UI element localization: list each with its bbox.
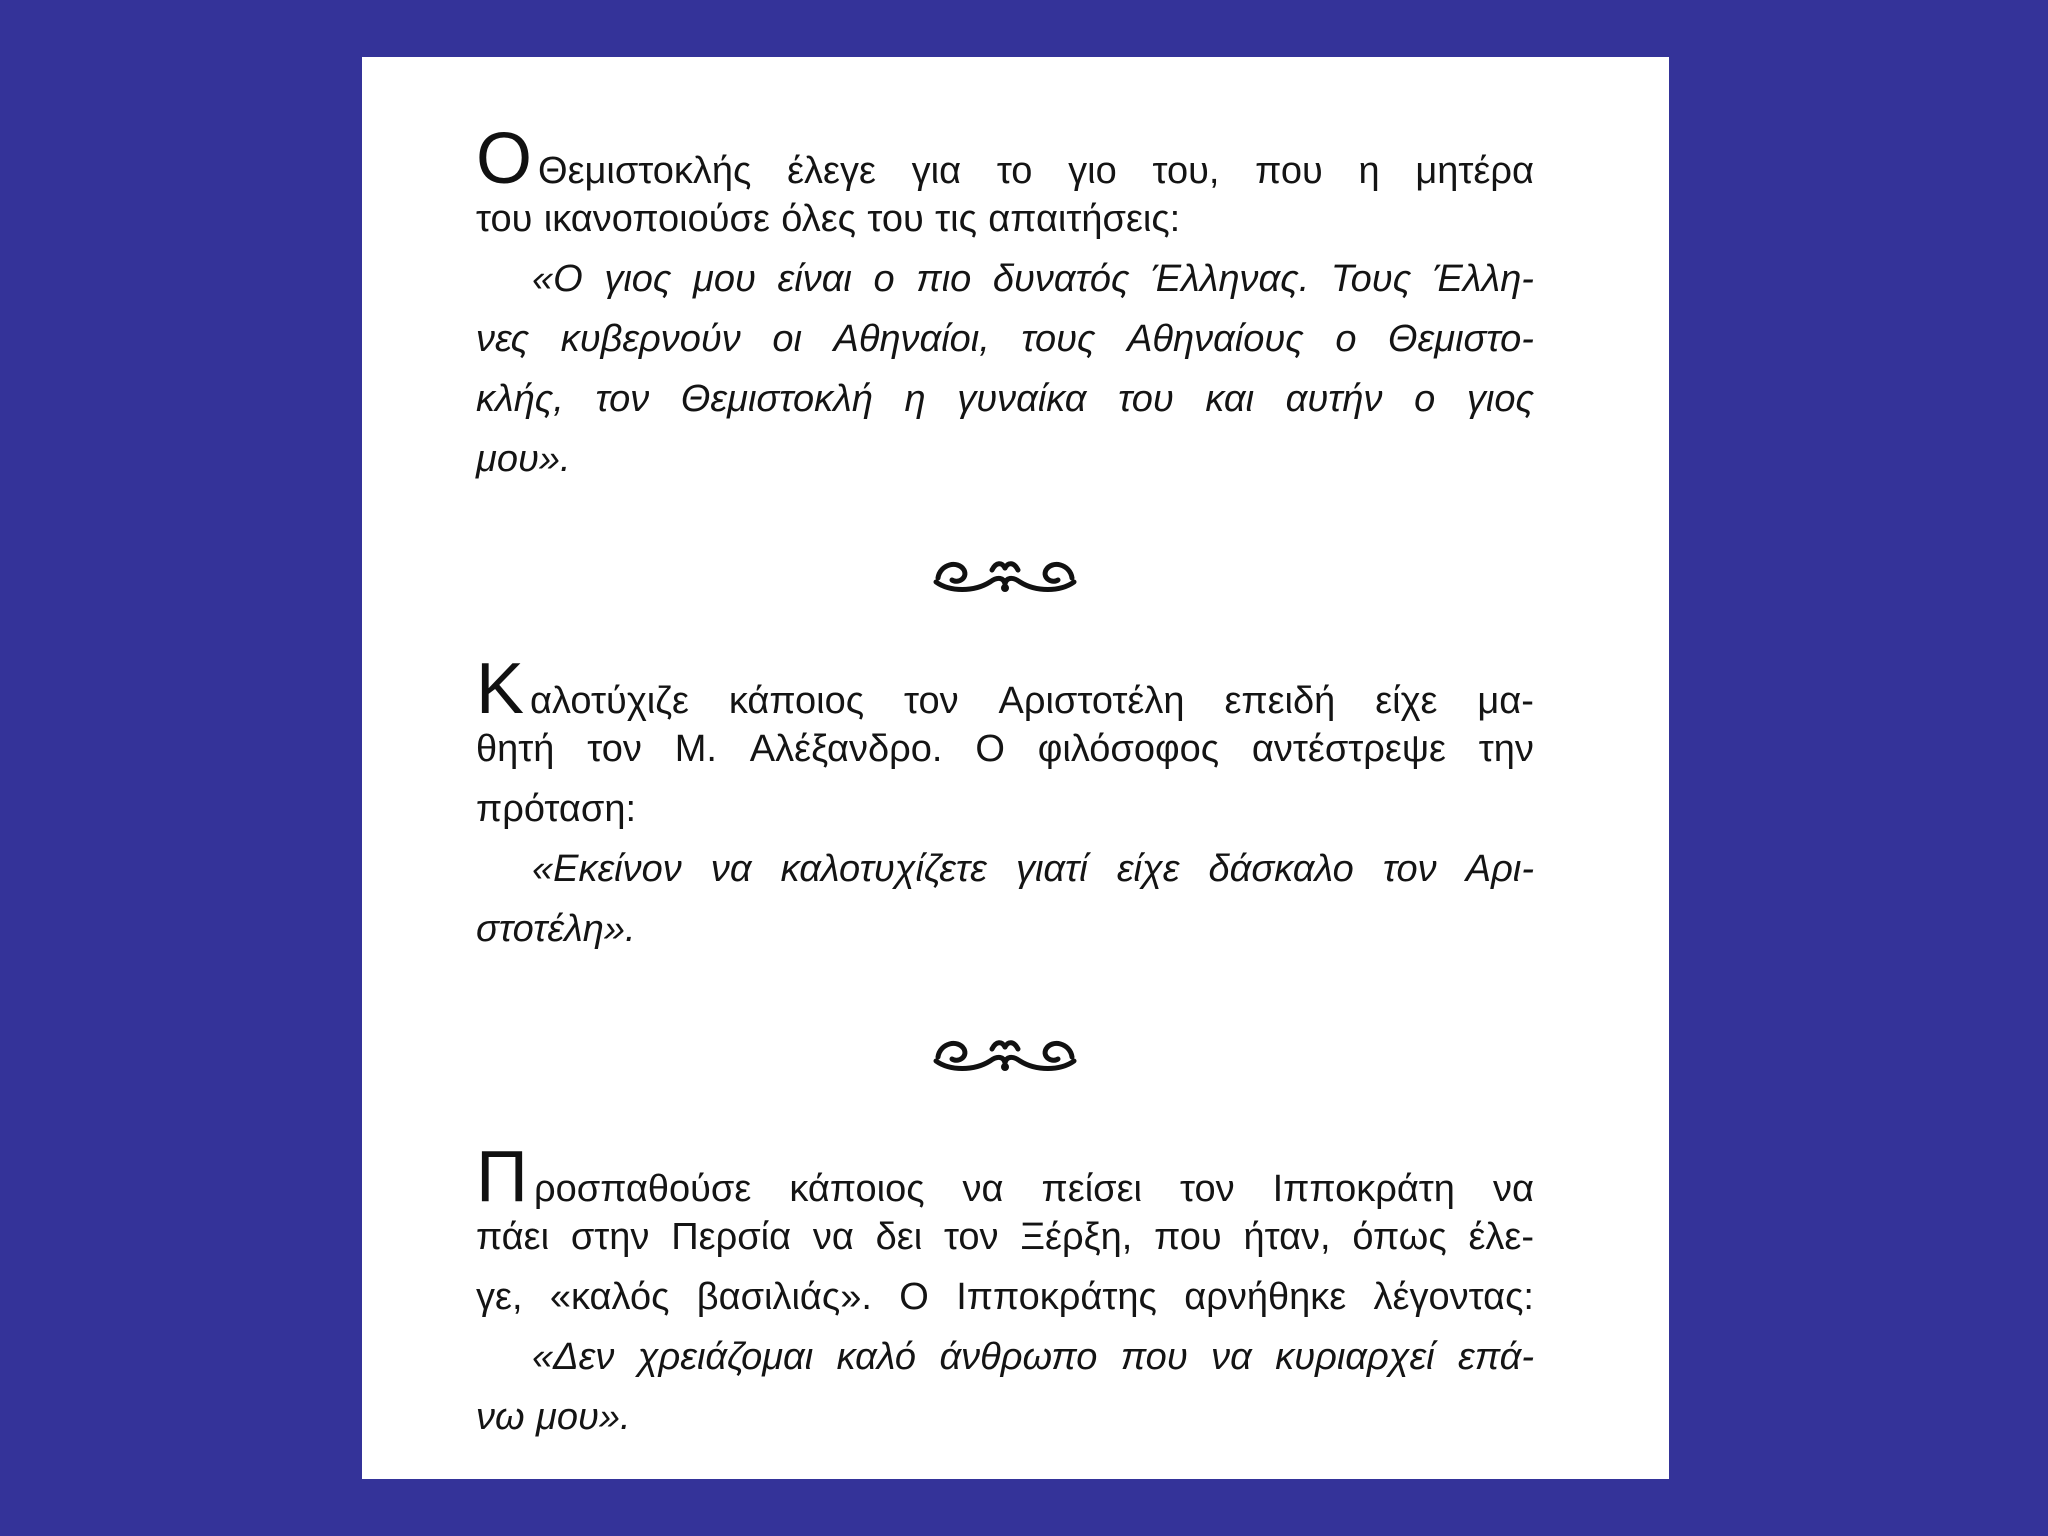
- word: τον: [943, 1216, 999, 1258]
- word: ο: [1414, 378, 1436, 420]
- word: δει: [875, 1216, 923, 1258]
- drop-cap: Προσπαθούσε: [476, 1137, 752, 1217]
- word: κυριαρχεί: [1275, 1336, 1435, 1378]
- word: δυνατός: [992, 258, 1130, 300]
- word: ροσπαθούσε: [534, 1168, 752, 1210]
- text-line: [476, 1267, 1534, 1327]
- word: του: [1118, 378, 1174, 420]
- word: γιο: [1068, 150, 1117, 192]
- word: οι: [772, 318, 802, 360]
- word: αυτήν: [1285, 378, 1383, 420]
- word: την: [1478, 728, 1534, 770]
- word: ικανοποιούσε: [543, 198, 770, 240]
- word: του: [867, 198, 924, 240]
- word: Ο: [899, 1276, 929, 1318]
- word: το: [996, 150, 1033, 192]
- word: «Ο: [532, 258, 583, 300]
- word: κυβερνούν: [560, 318, 741, 360]
- word: τον: [595, 378, 650, 420]
- word: καλοτυχίζετε: [780, 848, 987, 890]
- quote-line: [476, 309, 1534, 369]
- quote-line: [476, 429, 1534, 489]
- word: θητή: [476, 728, 555, 770]
- word: νες: [476, 318, 530, 360]
- word: να: [962, 1168, 1004, 1210]
- word: γιατί: [1015, 848, 1088, 890]
- word: να: [1211, 1336, 1252, 1378]
- word: Θεμιστο-: [1388, 318, 1534, 360]
- word: Αλέξανδρο.: [749, 728, 943, 770]
- word: Τους: [1330, 258, 1412, 300]
- word: αλοτύχιζε: [530, 680, 689, 722]
- book-page: [362, 57, 1669, 1479]
- word: λέγοντας:: [1373, 1276, 1534, 1318]
- fleuron-ornament-icon: [930, 1027, 1080, 1079]
- word: έλεγε: [787, 150, 876, 192]
- word: τον: [1179, 1168, 1235, 1210]
- word: αντέστρεψε: [1251, 728, 1446, 770]
- word: Έλληνας.: [1151, 258, 1310, 300]
- word: πιο: [916, 258, 972, 300]
- word: και: [1205, 378, 1255, 420]
- text-line: [476, 779, 1534, 839]
- drop-cap: Ο Θεμιστοκλής: [476, 119, 752, 199]
- text-line: [476, 1207, 1534, 1267]
- fleuron-ornament-icon: [930, 548, 1080, 600]
- word: Αρι-: [1465, 848, 1534, 890]
- word: γυναίκα: [957, 378, 1087, 420]
- word: να: [812, 1216, 854, 1258]
- word: τον: [903, 680, 959, 722]
- text-column: [476, 119, 1534, 1447]
- word: είχε: [1375, 680, 1438, 722]
- word: χρειάζομαι: [637, 1336, 814, 1378]
- word: για: [911, 150, 962, 192]
- word: να: [710, 848, 752, 890]
- quote-line: [476, 1327, 1534, 1387]
- word: του: [476, 198, 533, 240]
- word: μου».: [536, 1396, 631, 1438]
- word: που: [1255, 150, 1323, 192]
- word: η: [1358, 150, 1380, 192]
- word: που: [1154, 1216, 1222, 1258]
- quote-line: [476, 249, 1534, 309]
- word: όπως: [1352, 1216, 1447, 1258]
- anecdote-aristotle: [476, 649, 1534, 959]
- word: μου».: [476, 438, 571, 480]
- text-line: [476, 649, 1534, 729]
- word: τις: [935, 198, 977, 240]
- word: Αριστοτέλη: [998, 680, 1185, 722]
- word: Θεμιστοκλής: [538, 150, 752, 192]
- word: αρνήθηκε: [1184, 1276, 1347, 1318]
- word: στην: [570, 1216, 650, 1258]
- word: Έλλη-: [1432, 258, 1534, 300]
- word: δάσκαλο: [1208, 848, 1354, 890]
- word: φιλόσοφος: [1037, 728, 1220, 770]
- word: στοτέλη».: [476, 908, 636, 950]
- word: έλε-: [1468, 1216, 1534, 1258]
- word: πρόταση:: [476, 788, 637, 830]
- word: «Εκείνον: [532, 848, 682, 890]
- word: γιος: [604, 258, 672, 300]
- word: ήταν,: [1243, 1216, 1331, 1258]
- word: είχε: [1116, 848, 1180, 890]
- word: τους: [1021, 318, 1096, 360]
- word: Ξέρξη,: [1020, 1216, 1133, 1258]
- word: νω: [476, 1396, 525, 1438]
- text-line: [476, 119, 1534, 199]
- word: ο: [1335, 318, 1357, 360]
- word: μα-: [1477, 680, 1534, 722]
- word: άνθρωπο: [939, 1336, 1098, 1378]
- word: Αθηναίους: [1127, 318, 1304, 360]
- quote-line: [476, 1387, 1534, 1447]
- word: τον: [587, 728, 642, 770]
- word: Μ.: [674, 728, 717, 770]
- word: τον: [1382, 848, 1437, 890]
- drop-cap: Καλοτύχιζε: [476, 649, 689, 729]
- anecdote-themistocles: [476, 119, 1534, 489]
- word: κάποιος: [789, 1168, 925, 1210]
- word: που: [1120, 1336, 1188, 1378]
- word: «Δεν: [532, 1336, 615, 1378]
- word: πείσει: [1041, 1168, 1142, 1210]
- word: Ο: [975, 728, 1005, 770]
- word: να: [1492, 1168, 1534, 1210]
- word: επειδή: [1224, 680, 1336, 722]
- word: καλό: [836, 1336, 917, 1378]
- word: Αθηναίοι,: [833, 318, 990, 360]
- word: μου: [693, 258, 756, 300]
- section-divider: [476, 489, 1534, 659]
- word: απαιτήσεις:: [988, 198, 1181, 240]
- word: επά-: [1458, 1336, 1534, 1378]
- word: όλες: [781, 198, 856, 240]
- word: κάποιος: [728, 680, 865, 722]
- section-divider: [476, 959, 1534, 1147]
- anecdote-hippocrates: [476, 1137, 1534, 1447]
- word: «καλός: [549, 1276, 670, 1318]
- word: Ιπποκράτης: [956, 1276, 1157, 1318]
- word: Ιπποκράτη: [1272, 1168, 1455, 1210]
- quote-line: [476, 839, 1534, 899]
- word: του,: [1152, 150, 1220, 192]
- word: κλής,: [476, 378, 564, 420]
- word: βασιλιάς».: [696, 1276, 872, 1318]
- word: ο: [873, 258, 895, 300]
- word: γε,: [476, 1276, 523, 1318]
- word: πάει: [476, 1216, 550, 1258]
- text-line: [476, 1137, 1534, 1217]
- word: η: [904, 378, 926, 420]
- quote-line: [476, 369, 1534, 429]
- word: Περσία: [671, 1216, 792, 1258]
- word: είναι: [777, 258, 852, 300]
- word: μητέρα: [1415, 150, 1534, 192]
- word: γιος: [1466, 378, 1534, 420]
- word: Θεμιστοκλή: [680, 378, 873, 420]
- quote-line: [476, 899, 1534, 959]
